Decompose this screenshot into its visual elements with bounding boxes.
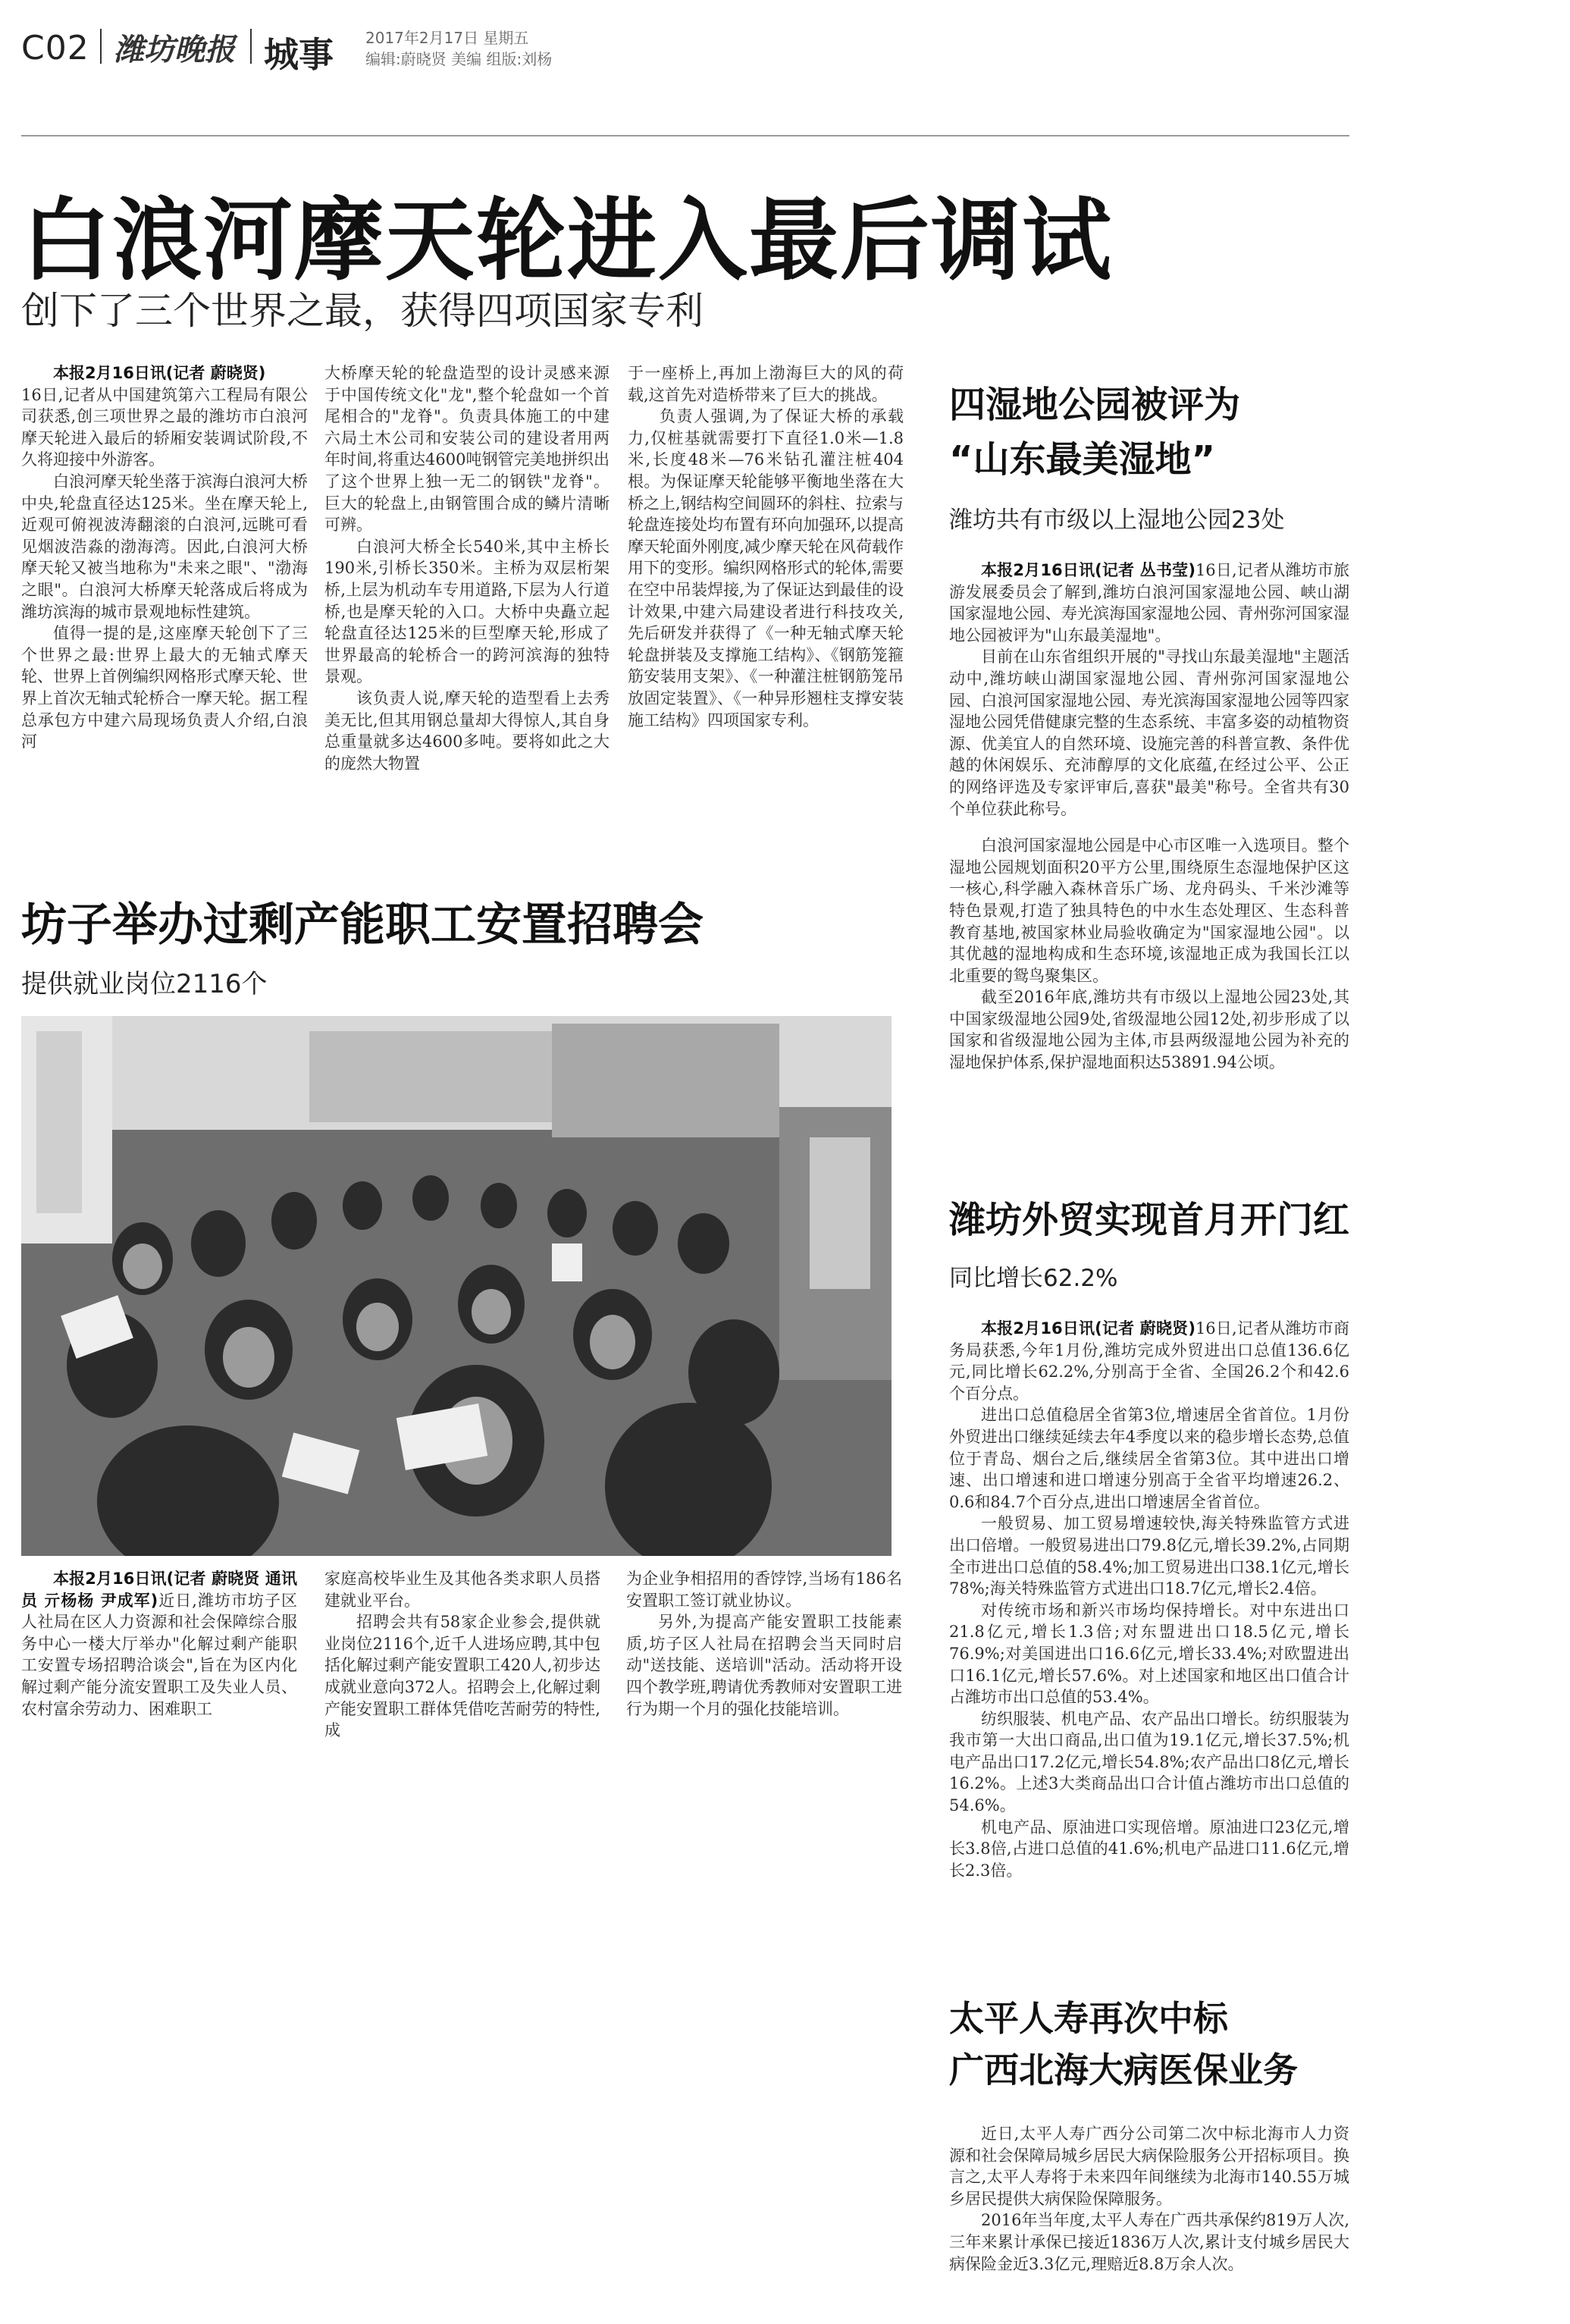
newspaper-logo: 潍坊晚报 <box>114 32 235 67</box>
story1-column-1 <box>21 362 308 753</box>
story5-paragraph: 近日,太平人寿广西分公司第二次中标北海市人力资源和社会保障局城乡居民大病保险服务公开招标项目。换言之,太平人寿将于未来四年间继续为北海市140.55万城乡居民提供大病保险保障服务。 <box>949 2125 1349 2208</box>
story1-paragraph: 值得一提的是,这座摩天轮创下了三个世界之最:世界上最大的无轴式摩天轮、世界上首例编织网格形式摩天轮、世界上首次无轴式轮桥合一摩天轮。据工程总承包方中建六局现场负责人介绍,白浪河 <box>21 624 308 751</box>
story5-body <box>949 2123 1349 2275</box>
story4-paragraph: 一般贸易、加工贸易增速较快,海关特殊监管方式进出口倍增。一般贸易进出口79.8亿元,增长39.2%,占同期全市进出口总值的58.4%;加工贸易进出口38.1亿元,增长78%;海关特殊监管方式进出口18.7亿元,增长2.4倍。 <box>949 1514 1349 1598</box>
story2-column-2 <box>324 1568 600 1742</box>
story2-headline: 坊子举办过剩产能职工安置招聘会 <box>21 899 704 952</box>
story5-headline <box>949 1993 1298 2096</box>
story3-subheadline: 潍坊共有市级以上湿地公园23处 <box>949 507 1285 534</box>
story1-byline: 本报2月16日讯(记者 蔚晓贤) <box>53 364 266 382</box>
story2-paragraph: 另外,为提高产能安置职工技能素质,坊子区人社局在招聘会当天同时启动"送技能、送培训"活动。活动将开设四个教学班,聘请优秀教师对安置职工进行为期一个月的强化技能培训。 <box>626 1613 902 1718</box>
story2-byline: 本报2月16日讯(记者 蔚晓贤 通讯员 亓杨杨 尹成军) <box>21 1570 297 1610</box>
story4-subheadline: 同比增长62.2% <box>949 1265 1118 1292</box>
story3-paragraph: 16日,记者从潍坊市旅游发展委员会了解到,潍坊白浪河国家湿地公园、峡山湖国家湿地公园、寿光滨海国家湿地公园、青州弥河国家湿地公园被评为"山东最美湿地"。 <box>949 561 1349 645</box>
story5-headline-line: 太平人寿再次中标 <box>949 1998 1228 2039</box>
story4-paragraph: 16日,记者从潍坊市商务局获悉,今年1月份,潍坊完成外贸进出口总值136.6亿元,同比增长62.2%,分别高于全省、全国26.2个和42.6个百分点。 <box>949 1319 1349 1403</box>
story3-headline-line: 四湿地公园被评为 <box>949 384 1241 426</box>
story5-headline-line: 广西北海大病医保业务 <box>949 2050 1298 2090</box>
story2-subheadline: 提供就业岗位2116个 <box>21 969 268 999</box>
masthead-divider <box>100 29 102 64</box>
story1-paragraph: 大桥摩天轮的轮盘造型的设计灵感来源于中国传统文化"龙",整个轮盘如一个首尾相合的"龙脊"。负责具体施工的中建六局土木公司和安装公司的建设者用两年时间,将重达4600吨钢管完美地拼织出了这个世界上独一无二的钢铁"龙脊"。巨大的轮盘上,由钢管围合成的鳞片清晰可辨。 <box>324 364 610 535</box>
job-fair-photo <box>21 1016 892 1556</box>
crowd-photo-graphic <box>21 1016 892 1556</box>
story4-body <box>949 1318 1349 1881</box>
story4-paragraph: 纺织服装、机电产品、农产品出口增长。纺织服装为我市第一大出口商品,出口值为19.1亿元,增长37.5%;机电产品出口17.2亿元,增长54.8%;农产品出口8亿元,增长16.2%。上述3大类商品出口合计值占潍坊市出口总值的54.6%。 <box>949 1709 1349 1815</box>
story5-paragraph: 2016年当年度,太平人寿在广西共承保约819万人次,三年来累计承保已接近1836万人次,累计支付城乡居民大病保险金近3.3亿元,理赔近8.8万余人次。 <box>949 2211 1349 2273</box>
story2-paragraph: 为企业争相招用的香饽饽,当场有186名安置职工签订就业协议。 <box>626 1570 902 1610</box>
story2-column-1 <box>21 1568 297 1720</box>
story3-byline: 本报2月16日讯(记者 丛书莹) <box>981 561 1196 579</box>
section-title: 城事 <box>264 34 334 75</box>
story4-paragraph: 对传统市场和新兴市场均保持增长。对中东进出口21.8亿元,增长1.3倍;对东盟进出口18.5亿元,增长76.9%;对美国进出口16.6亿元,增长33.4%;对欧盟进出口16.1亿元,增长57.6%。对上述国家和地区出口值合计占潍坊市出口总值的53.4%。 <box>949 1601 1349 1707</box>
story1-headline: 白浪河摩天轮进入最后调试 <box>21 188 1114 293</box>
story1-column-2 <box>324 362 610 774</box>
story1-paragraph: 于一座桥上,再加上渤海巨大的风的荷载,这首先对造桥带来了巨大的挑战。 <box>628 364 904 404</box>
story1-column-3 <box>628 362 904 731</box>
story2-paragraph: 家庭高校毕业生及其他各类求职人员搭建就业平台。 <box>324 1570 600 1610</box>
story1-paragraph: 该负责人说,摩天轮的造型看上去秀美无比,但其用钢总量却大得惊人,其自身总重量就多达4600多吨。要将如此之大的庞然大物置 <box>324 688 610 773</box>
story4-paragraph: 机电产品、原油进口实现倍增。原油进口23亿元,增长3.8倍,占进口总值的41.6%;机电产品进口11.6亿元,增长2.3倍。 <box>949 1817 1349 1880</box>
story2-paragraph: 招聘会共有58家企业参会,提供就业岗位2116个,近千人进场应聘,其中包括化解过剩产能安置职工420人,初步达成就业意向372人。招聘会上,化解过剩产能安置职工群体凭借吃苦耐劳的特性,成 <box>324 1613 600 1740</box>
story1-paragraph: 白浪河摩天轮坐落于滨海白浪河大桥中央,轮盘直径达125米。坐在摩天轮上,近观可俯视波涛翻滚的白浪河,远眺可看见烟波浩淼的渤海湾。因此,白浪河大桥摩天轮又被当地称为"未来之眼"、"渤海之眼"。白浪河大桥摩天轮落成后将成为潍坊滨海的城市景观地标性建筑。 <box>21 472 308 621</box>
story1-paragraph: 白浪河大桥全长540米,其中主桥长190米,引桥长350米。主桥为双层桁架桥,上层为机动车专用道路,下层为人行道桥,也是摩天轮的入口。大桥中央矗立起轮盘直径达125米的巨型摩天轮,形成了世界最高的轮桥合一的跨河滨海的独特景观。 <box>324 537 610 686</box>
story1-subheadline: 创下了三个世界之最，获得四项国家专利 <box>21 289 704 333</box>
story1-paragraph: 16日,记者从中国建筑第六工程局有限公司获悉,创三项世界之最的潍坊市白浪河摩天轮进入最后的轿厢安装调试阶段,不久将迎接中外游客。 <box>21 385 308 469</box>
masthead-divider <box>250 29 252 64</box>
story2-column-3 <box>626 1568 902 1720</box>
editor-credits: 编辑:蔚晓贤 美编 组版:刘杨 <box>365 50 553 68</box>
page-number: C02 <box>21 29 89 67</box>
story3-headline-line: “山东最美湿地” <box>949 438 1216 481</box>
story1-paragraph: 负责人强调,为了保证大桥的承载力,仅桩基就需要打下直径1.0米—1.8米,长度48米—76米钻孔灌注桩404根。为保证摩天轮能够平衡地坐落在大桥之上,钢结构空间圆环的斜柱、拉索与轮盘连接处均布置有环向加强环,以提高摩天轮面外刚度,减少摩天轮在风荷载作用下的变形。编织网格形式的轮体,需要在空中吊装焊接,为了保证达到最佳的设计效果,中建六局建设者进行科技攻关,先后研发并获得了《一种无轴式摩天轮轮盘拼装及支撑施工结构》、《钢筋笼箍筋安装用支架》、《一种灌注桩钢筋笼吊放固定装置》、《一种异形翘柱支撑安装施工结构》四项国家专利。 <box>628 407 904 729</box>
story4-headline: 潍坊外贸实现首月开门红 <box>949 1199 1350 1241</box>
story4-byline: 本报2月16日讯(记者 蔚晓贤) <box>981 1319 1196 1338</box>
story3-body <box>949 560 1349 1074</box>
issue-date: 2017年2月17日 星期五 <box>365 29 529 47</box>
story3-paragraph: 截至2016年底,潍坊共有市级以上湿地公园23处,其中国家级湿地公园9处,省级湿地公园12处,初步形成了以国家和省级湿地公园为主体,市县两级湿地公园为补充的湿地保护体系,保护湿地面积达53891.94公顷。 <box>949 988 1349 1072</box>
story2-paragraph: 近日,潍坊市坊子区人社局在区人力资源和社会保障综合服务中心一楼大厅举办"化解过剩产能职工安置专场招聘洽谈会",旨在为区内化解过剩产能分流安置职工及失业人员、农村富余劳动力、困难职工 <box>21 1591 297 1718</box>
story3-paragraph: 目前在山东省组织开展的"寻找山东最美湿地"主题活动中,潍坊峡山湖国家湿地公园、青州弥河国家湿地公园、白浪河国家湿地公园、寿光滨海国家湿地公园等四家湿地公园凭借健康完整的生态系统、丰富多姿的动植物资源、优美宜人的自然环境、设施完善的科普宣教、条件优越的休闲娱乐、充沛醇厚的文化底蕴,在经过公平、公正的网络评选及专家评审后,喜获"最美"称号。全省共有30个单位获此称号。 <box>949 648 1349 818</box>
story3-paragraph: 白浪河国家湿地公园是中心市区唯一入选项目。整个湿地公园规划面积20平方公里,围绕原生态湿地保护区这一核心,科学融入森林音乐广场、龙舟码头、千米沙滩等特色景观,打造了独具特色的中水生态处理区、生态科普教育基地,被国家林业局验收确定为"国家湿地公园"。以其优越的湿地构成和生态环境,该湿地正成为我国长江以北重要的鸳鸟聚集区。 <box>949 836 1349 985</box>
story3-headline <box>949 378 1240 487</box>
header-rule <box>21 135 1349 136</box>
story4-paragraph: 进出口总值稳居全省第3位,增速居全省首位。1月份外贸进出口继续延续去年4季度以来的稳步增长态势,总值位于青岛、烟台之后,继续居全省第3位。其中进出口增速、出口增速和进口增速分别高于全省平均增速26.2、0.6和84.7个百分点,进出口增速居全省首位。 <box>949 1406 1349 1511</box>
